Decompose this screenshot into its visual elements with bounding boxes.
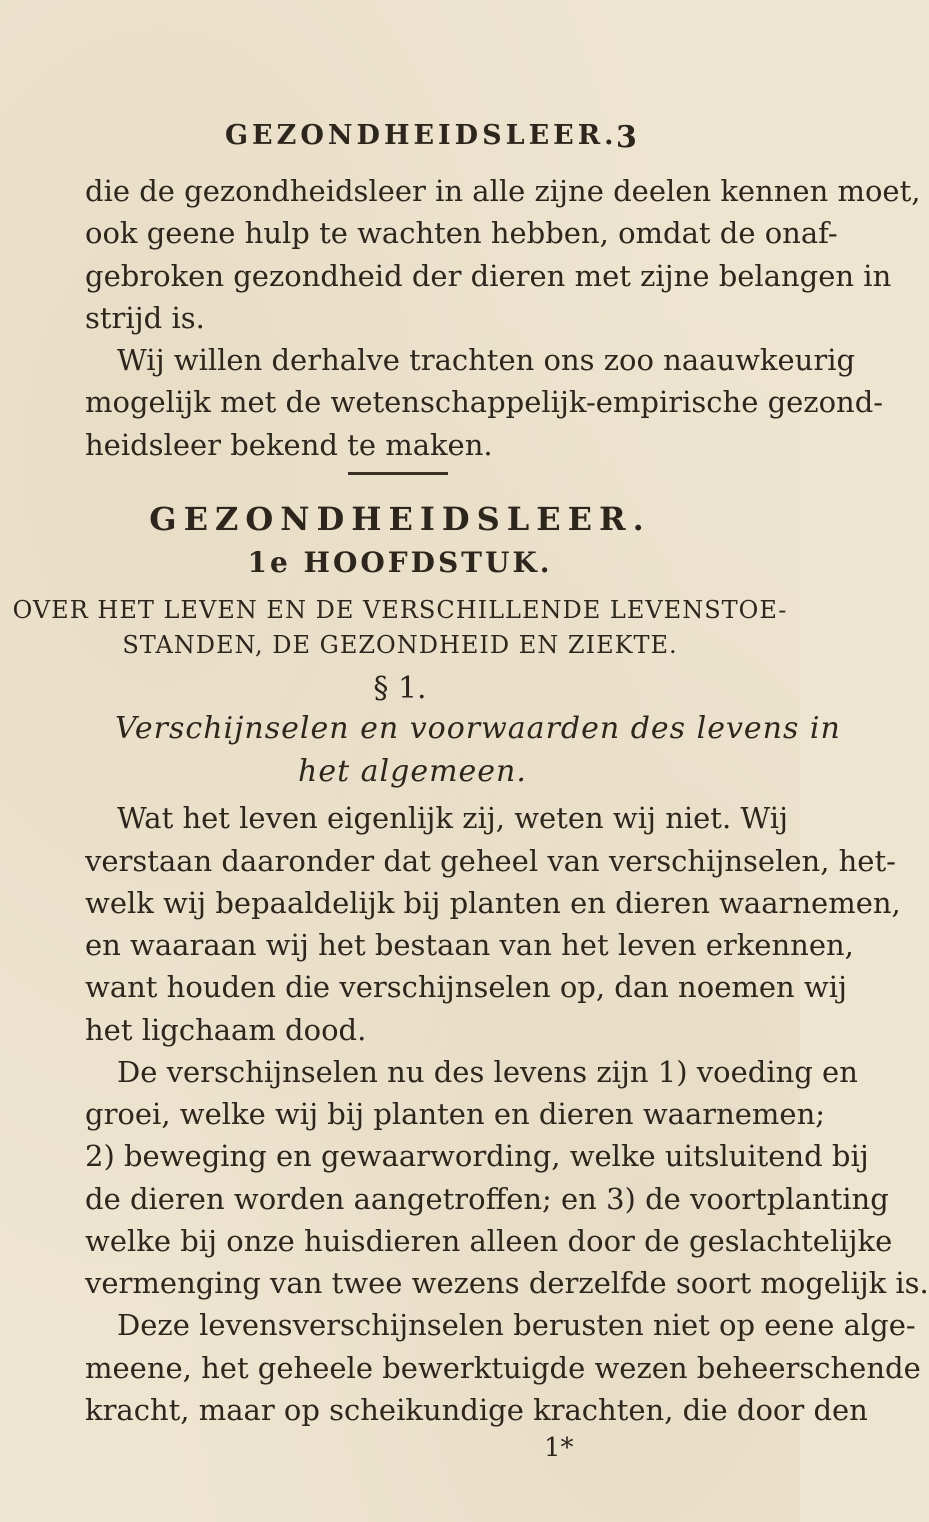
- intro-line-6: mogelijk met de wetenschappelijk-empirische gezond-: [85, 385, 884, 420]
- intro-line-7: heidsleer bekend te maken.: [85, 427, 493, 462]
- intro-line-5: Wij willen derhalve trachten ons zoo naauwkeurig: [117, 343, 856, 378]
- paragraph-heading-line-2: het algemeen.: [298, 753, 527, 789]
- body-line-7: De verschijnselen nu des levens zijn 1) voeding en: [117, 1054, 858, 1089]
- body-line-4: en waaraan wij het bestaan van het leven erkennen,: [85, 928, 854, 963]
- body-line-6: het ligchaam dood.: [85, 1012, 367, 1047]
- intro-line-1: die de gezondheidsleer in alle zijne deelen kennen moet,: [85, 174, 921, 209]
- body-line-5: want houden die verschijnselen op, dan noemen wij: [85, 970, 848, 1005]
- body-line-9: 2) beweging en gewaarwording, welke uitsluitend bij: [85, 1139, 869, 1174]
- subject-line-2: STANDEN, DE GEZONDHEID EN ZIEKTE.: [122, 630, 678, 659]
- body-line-8: groei, welke wij bij planten en dieren waarnemen;: [85, 1097, 826, 1132]
- subject-line-1: OVER HET LEVEN EN DE VERSCHILLENDE LEVENSTOE-: [12, 595, 788, 624]
- intro-line-4: strijd is.: [85, 300, 205, 335]
- paragraph-heading-line-1: Verschijnselen en voorwaarden des levens in: [115, 711, 841, 747]
- section-divider: [348, 472, 448, 475]
- intro-line-2: ook geene hulp te wachten hebben, omdat de onaf-: [85, 216, 838, 251]
- body-line-1: Wat het leven eigenlijk zij, weten wij niet. Wij: [117, 801, 788, 836]
- paragraph-number: § 1.: [373, 671, 427, 707]
- body-line-13: Deze levensverschijnselen berusten niet op eene alge-: [117, 1308, 916, 1343]
- body-line-2: verstaan daaronder dat geheel van verschijnselen, het-: [85, 843, 896, 878]
- intro-line-3: gebroken gezondheid der dieren met zijne belangen in: [85, 258, 892, 293]
- body-line-14: meene, het geheele bewerktuigde wezen beheerschende: [85, 1350, 921, 1385]
- page-number: 3: [616, 120, 637, 155]
- body-line-15: kracht, maar op scheikundige krachten, die door den: [85, 1392, 868, 1427]
- body-line-10: de dieren worden aangetroffen; en 3) de voortplanting: [85, 1181, 889, 1216]
- running-header: [0, 120, 800, 156]
- body-line-11: welke bij onze huisdieren alleen door de geslachtelijke: [85, 1223, 893, 1258]
- signature-mark: 1*: [544, 1433, 574, 1464]
- section-title: GEZONDHEIDSLEER.: [149, 500, 651, 539]
- body-line-3: welk wij bepaaldelijk bij planten en dieren waarnemen,: [85, 885, 901, 920]
- body-line-12: vermenging van twee wezens derzelfde soort mogelijk is.: [85, 1266, 929, 1301]
- running-title: GEZONDHEIDSLEER.: [225, 120, 618, 151]
- chapter-heading: 1e HOOFDSTUK.: [247, 546, 553, 580]
